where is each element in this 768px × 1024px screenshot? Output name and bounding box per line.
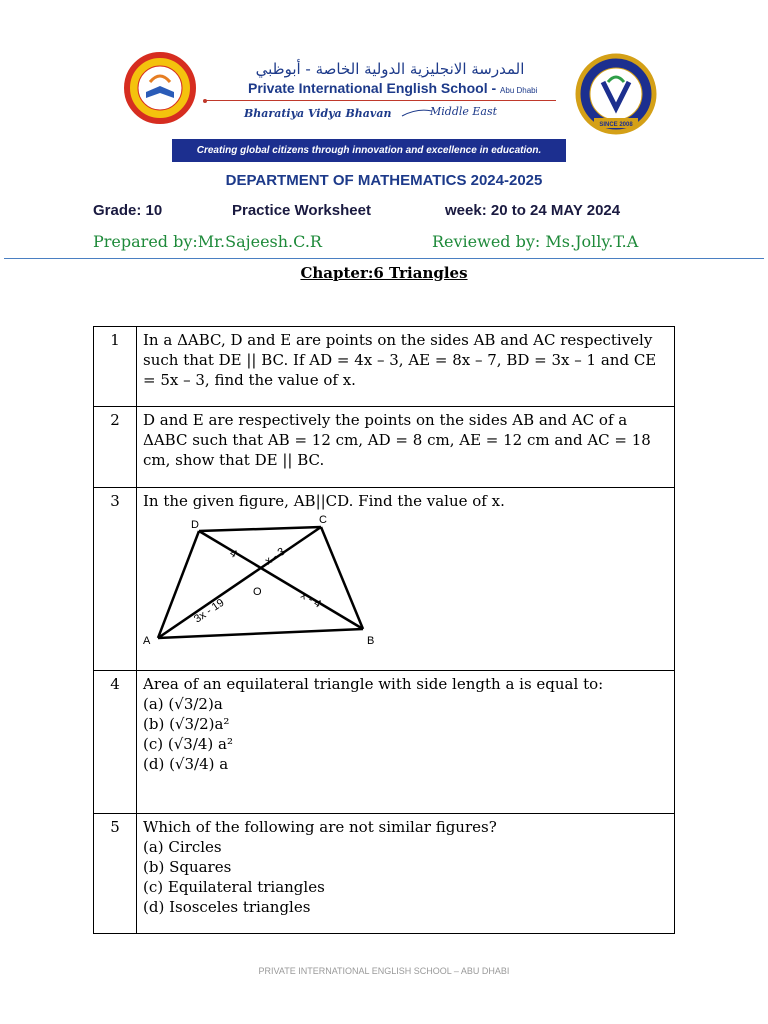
motto-banner: Creating global citizens through innovation and excellence in education. — [172, 139, 566, 162]
school-name-english — [220, 80, 560, 96]
question-text: Which of the following are not similar figures? — [143, 818, 497, 836]
school-logo-left — [116, 52, 204, 124]
swoosh-decoration — [402, 108, 432, 118]
option-c: (c) (√3/4) a² — [143, 735, 233, 753]
option-b: (b) Squares — [143, 858, 232, 876]
reviewed-by: Reviewed by: Ms.Jolly.T.A — [432, 232, 639, 251]
question-number: 1 — [94, 327, 137, 407]
vertex-a-label: A — [143, 635, 151, 647]
school-name-english-text: Private International English School - — [248, 80, 501, 96]
center-o-label: O — [253, 586, 262, 598]
segment-oa-label: 3x - 19 — [191, 596, 227, 626]
vertex-d-label: D — [191, 519, 199, 531]
option-d: (d) Isosceles triangles — [143, 898, 311, 916]
question-text: In a ΔABC, D and E are points on the sides AB and AC respectively such that DE || BC. If AD = 4x – 3, AE = 8x – 7, BD = 3x – 1 and CE = 5x – 3, find the value of x. — [137, 327, 675, 407]
bvb-region: Middle East — [430, 105, 498, 118]
option-c: (c) Equilateral triangles — [143, 878, 325, 896]
vertex-c-label: C — [319, 514, 327, 526]
worksheet-label: Practice Worksheet — [232, 202, 371, 219]
question-text: In the given figure, AB||CD. Find the value of x. — [143, 492, 505, 510]
question-number: 4 — [94, 671, 137, 814]
option-d: (d) (√3/4) a — [143, 755, 229, 773]
question-cell — [137, 671, 675, 814]
page-footer: PRIVATE INTERNATIONAL ENGLISH SCHOOL – ABU DHABI — [258, 966, 510, 976]
section-divider — [4, 258, 764, 259]
question-text: Area of an equilateral triangle with side length a is equal to: — [143, 675, 604, 693]
question-text: D and E are respectively the points on the sides AB and AC of a ΔABC such that AB = 12 cm, AD = 8 cm, AE = 12 cm and AC = 18 cm, show that DE || BC. — [137, 407, 675, 488]
school-name-block — [220, 60, 560, 96]
side-ad — [158, 531, 199, 638]
diagonal-db — [199, 531, 363, 629]
segment-ob-label: x - 4 — [298, 589, 323, 611]
question-number: 5 — [94, 814, 137, 934]
segment-od-label: 4 — [227, 547, 239, 561]
question-row — [94, 671, 675, 814]
week-label: week: 20 to 24 MAY 2024 — [445, 202, 621, 219]
trapezium-figure — [143, 513, 373, 649]
vertex-b-label: B — [367, 635, 375, 647]
option-b: (b) (√3/2)a² — [143, 715, 230, 733]
side-dc — [199, 527, 321, 531]
question-cell — [137, 814, 675, 934]
option-a: (a) Circles — [143, 838, 222, 856]
school-logo-right — [570, 52, 662, 136]
question-number: 2 — [94, 407, 137, 488]
side-cb — [321, 527, 363, 629]
question-cell — [137, 488, 675, 671]
side-ab — [158, 629, 363, 638]
grade-label: Grade: 10 — [93, 202, 163, 219]
department-title: DEPARTMENT OF MATHEMATICS 2024-2025 — [225, 172, 543, 189]
prepared-by: Prepared by:Mr.Sajeesh.C.R — [93, 232, 322, 251]
diagonal-ac — [158, 527, 321, 638]
school-name-arabic: المدرسة الانجليزية الدولية الخاصة - أبوظبي — [255, 60, 525, 78]
header-divider — [206, 100, 556, 101]
bvb-name: Bharatiya Vidya Bhavan — [244, 107, 392, 120]
segment-oc-label: x - 3 — [262, 545, 288, 568]
question-number: 3 — [94, 488, 137, 671]
option-a: (a) (√3/2)a — [143, 695, 223, 713]
chapter-title — [0, 264, 768, 282]
chapter-title-text: Chapter:6 Triangles — [300, 264, 468, 282]
question-row — [94, 814, 675, 934]
logo-since-text: SINCE 2008 — [599, 122, 633, 128]
question-row — [94, 488, 675, 671]
question-row — [94, 407, 675, 488]
school-location: Abu Dhabi — [500, 86, 538, 95]
question-row — [94, 327, 675, 407]
questions-table — [93, 326, 675, 934]
